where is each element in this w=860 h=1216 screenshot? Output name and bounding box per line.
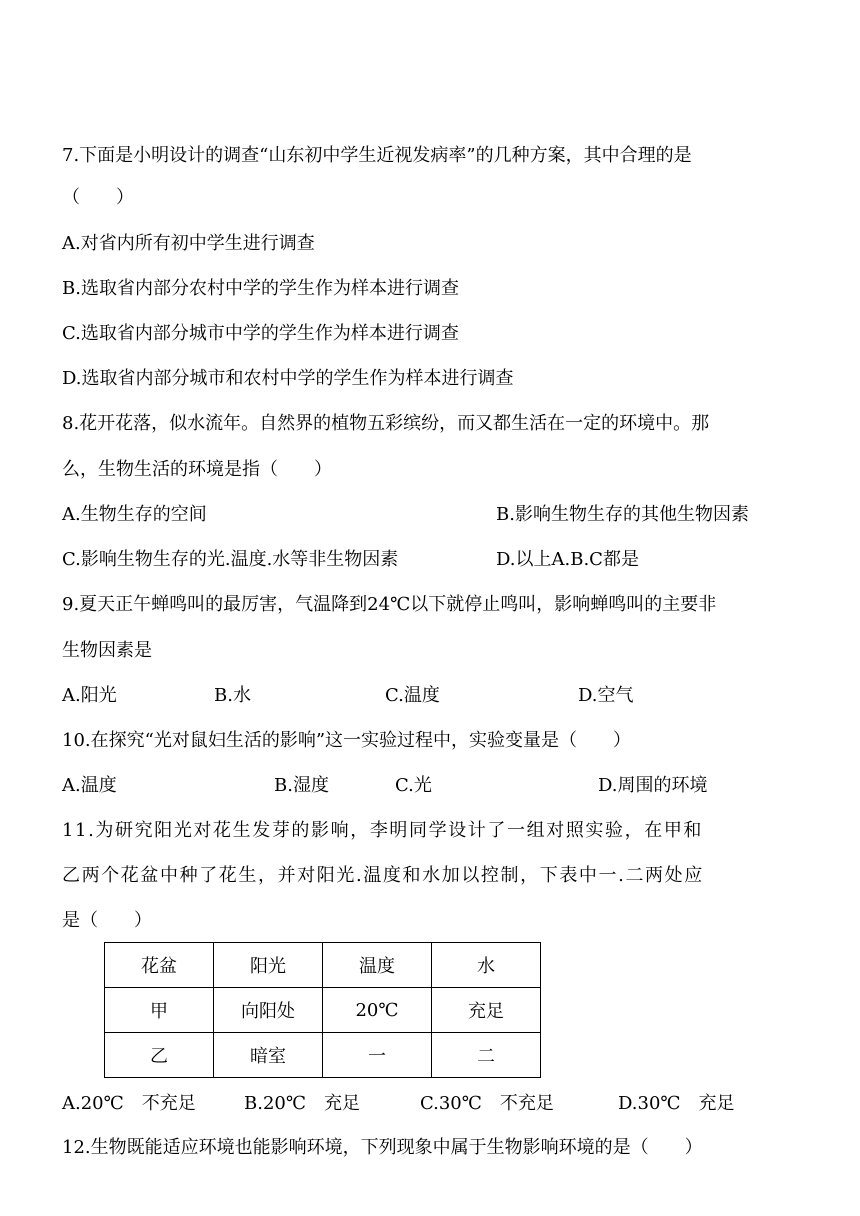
q9-stem-line2: 生物因素是 <box>62 640 152 661</box>
q7-option-b: B.选取省内部分农村中学的学生作为样本进行调查 <box>62 278 459 299</box>
q9-option-d: D.空气 <box>578 685 634 706</box>
table-cell: 暗室 <box>214 1033 323 1078</box>
q10-option-b: B.湿度 <box>274 775 329 796</box>
q11-stem-line3: 是（ ） <box>62 910 152 931</box>
table-header-cell: 温度 <box>323 943 432 988</box>
q10-stem: 10.在探究“光对鼠妇生活的影响”这一实验过程中，实验变量是（ ） <box>62 730 632 751</box>
table-cell: 充足 <box>432 988 541 1033</box>
q8-option-a: A.生物生存的空间 <box>62 504 207 525</box>
q11-stem-line1: 11.为研究阳光对花生发芽的影响，李明同学设计了一组对照实验，在甲和 <box>62 820 704 841</box>
q10-option-d: D.周围的环境 <box>598 775 708 796</box>
q8-stem-line2: 么，生物生活的环境是指（ ） <box>62 459 332 480</box>
table-header-cell: 阳光 <box>214 943 323 988</box>
q9-stem-line1: 9.夏天正午蝉鸣叫的最厉害，气温降到24℃以下就停止鸣叫，影响蝉鸣叫的主要非 <box>62 594 717 615</box>
q11-stem-line2: 乙两个花盆中种了花生，并对阳光.温度和水加以控制，下表中一.二两处应 <box>62 865 704 886</box>
q7-stem: 7.下面是小明设计的调查“山东初中学生近视发病率”的几种方案，其中合理的是 <box>62 145 692 166</box>
q8-stem-line1: 8.花开花落，似水流年。自然界的植物五彩缤纷，而又都生活在一定的环境中。那 <box>62 413 710 434</box>
table-row <box>105 988 541 1033</box>
q10-option-c: C.光 <box>395 775 432 796</box>
q11-option-c: C.30℃ 不充足 <box>420 1093 554 1114</box>
table-cell: 一 <box>323 1033 432 1078</box>
q7-option-a: A.对省内所有初中学生进行调查 <box>62 233 315 254</box>
q11-option-b: B.20℃ 充足 <box>244 1093 360 1114</box>
q11-option-d: D.30℃ 充足 <box>618 1093 735 1114</box>
experiment-table <box>104 942 541 1078</box>
q8-option-d: D.以上A.B.C都是 <box>496 549 639 570</box>
table-header-cell: 水 <box>432 943 541 988</box>
table-cell: 二 <box>432 1033 541 1078</box>
table-cell: 20℃ <box>323 988 432 1033</box>
q9-option-c: C.温度 <box>385 685 440 706</box>
q9-option-b: B.水 <box>214 685 251 706</box>
table-cell: 乙 <box>105 1033 214 1078</box>
q8-option-c: C.影响生物生存的光.温度.水等非生物因素 <box>62 549 399 570</box>
table-header-row <box>105 943 541 988</box>
q9-option-a: A.阳光 <box>62 685 117 706</box>
q10-option-a: A.温度 <box>62 775 117 796</box>
table-cell: 甲 <box>105 988 214 1033</box>
table-header-cell: 花盆 <box>105 943 214 988</box>
q7-option-d: D.选取省内部分城市和农村中学的学生作为样本进行调查 <box>62 368 514 389</box>
q7-option-c: C.选取省内部分城市中学的学生作为样本进行调查 <box>62 323 459 344</box>
q7-answer-paren: （ ） <box>62 187 134 208</box>
q8-option-b: B.影响生物生存的其他生物因素 <box>496 504 749 525</box>
table-cell: 向阳处 <box>214 988 323 1033</box>
table-row <box>105 1033 541 1078</box>
q12-stem: 12.生物既能适应环境也能影响环境，下列现象中属于生物影响环境的是（ ） <box>62 1137 703 1158</box>
q11-option-a: A.20℃ 不充足 <box>62 1093 196 1114</box>
